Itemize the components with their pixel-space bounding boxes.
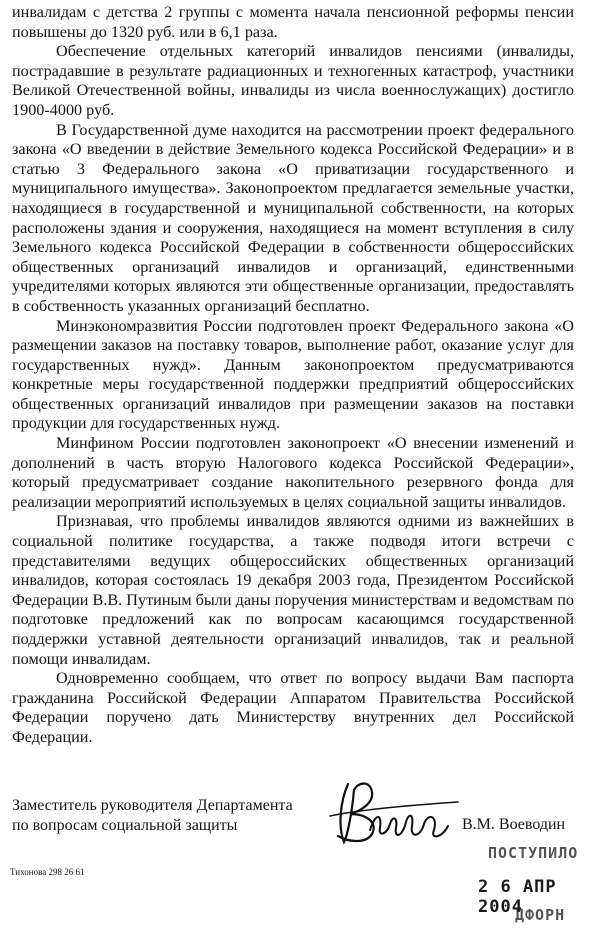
- signatory-title: [12, 796, 293, 835]
- paragraph-2: Обеспечение отдельных категорий инвалидов пенсиями (инвалиды, пострадавшие в результате радиационных и техногенных катастроф, участники Великой Отечественной войны, инвалиды из числа военнослужащих) достигло 1900-4000 руб.: [12, 42, 574, 119]
- signatory-name: В.М. Воеводин: [462, 816, 566, 833]
- signatory-title-line2: по вопросам социальной защиты: [12, 816, 238, 834]
- paragraph-3: В Государственной думе находится на рассмотрении проект федерального закона «О введении в действие Земельного кодекса Российской Федерации» и в статью 3 Федерального закона «О приватизации государственного и муниципального имущества». Законопроектом предлагается земельные участки, находящиеся в государственной и муниципальной собственности, на которых расположены здания и сооружения, находящиеся на момент вступления в силу Земельного кодекса Российской Федерации в собственности общероссийских общественных организаций инвалидов и организаций, единственными учредителями которых являются эти общественные организации, предоставлять в собственность указанных организаций бесплатно.: [12, 120, 574, 315]
- signatory-title-line1: Заместитель руководителя Департамента: [12, 797, 293, 814]
- paragraph-6: Признавая, что проблемы инвалидов являются одними из важнейших в социальной политике государства, а также подводя итоги встречи с представителями ведущих общероссийских общественных организаций инвалидов, которая состоялась 19 декабря 2003 года, Президентом Российской Федерации В.В. Путиным были даны поручения министерствам и ведомствам по подготовке предложений как по вопросам касающимся государственной поддержки уставной деятельности организаций инвалидов, так и реальной помощи инвалидам.: [12, 512, 574, 668]
- executor-contact: Тихонова 298 26 61: [10, 867, 85, 877]
- paragraph-4: Минэкономразвития России подготовлен проект Федерального закона «О размещении заказов на поставку товаров, выполнение работ, оказание услуг для государственных нужд». Данным законопроектом предусматриваются конкретные меры государственной поддержки предприятий общероссийских общественных организаций инвалидов при размещении заказов на поставки продукции для государственных нужд.: [12, 316, 574, 433]
- letter-body: [12, 3, 574, 748]
- paragraph-7: Одновременно сообщаем, что ответ по вопросу выдачи Вам паспорта гражданина Российской Федерации Аппаратом Правительства Российской Федерации поручено дать Министерству внутренних дел Российской Федерации.: [12, 669, 574, 746]
- paragraph-1: инвалидам с детства 2 группы с момента начала пенсионной реформы пенсии повышены до 1320 руб. или в 6,1 раза.: [12, 3, 574, 41]
- handwritten-signature: [318, 772, 468, 852]
- received-stamp-date: 2 6 АПР 2004: [478, 877, 557, 917]
- received-stamp-label: ПОСТУПИЛО: [488, 844, 579, 862]
- paragraph-5: Минфином России подготовлен законопроект «О внесении изменений и дополнений в часть вторую Налогового кодекса Российской Федерации», который предусматривает создание накопительного резервного фонда для реализации мероприятий используемых в целях социальной защиты инвалидов.: [12, 434, 574, 511]
- received-stamp-department: ДФОРН: [515, 906, 566, 924]
